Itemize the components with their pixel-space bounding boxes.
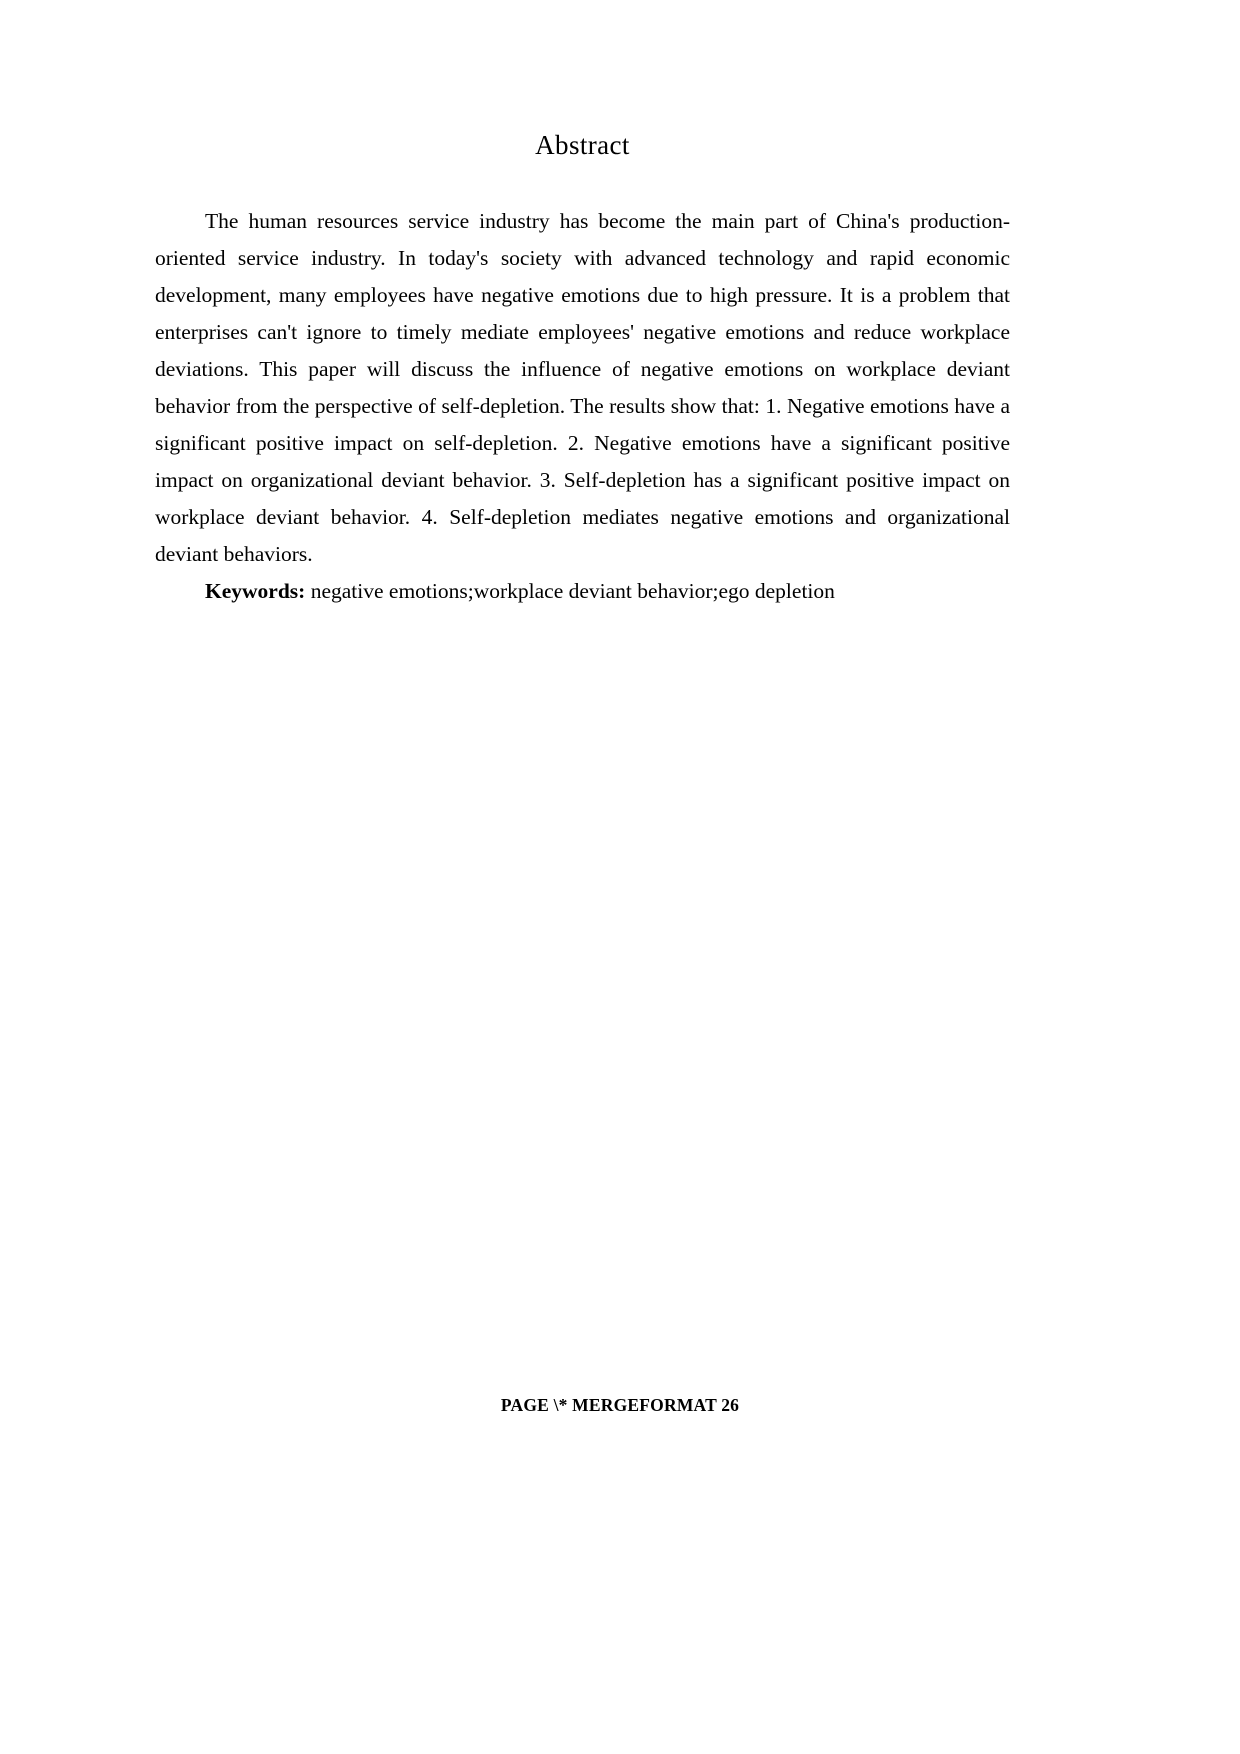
page-title: Abstract [535,130,630,160]
abstract-paragraph: The human resources service industry has become the main part of China's production-oriented service industry. In today's society with advanced technology and rapid economic development, many employees have negative emotions due to high pressure. It is a problem that enterprises can't ignore to timely mediate employees' negative emotions and reduce workplace deviations. This paper will discuss the influence of negative emotions on workplace deviant behavior from the perspective of self-depletion. The results show that: 1. Negative emotions have a significant positive impact on self-depletion. 2. Negative emotions have a significant positive impact on organizational deviant behavior. 3. Self-depletion has a significant positive impact on workplace deviant behavior. 4. Self-depletion mediates negative emotions and organizational deviant behaviors. [155,209,1010,566]
keywords-label: Keywords: [205,578,306,603]
keywords-value: negative emotions;workplace deviant behavior;ego depletion [305,578,835,603]
keywords-line [155,573,1010,610]
page-footer: PAGE \* MERGEFORMAT 26 [500,1395,740,1415]
page-content [155,130,1010,610]
